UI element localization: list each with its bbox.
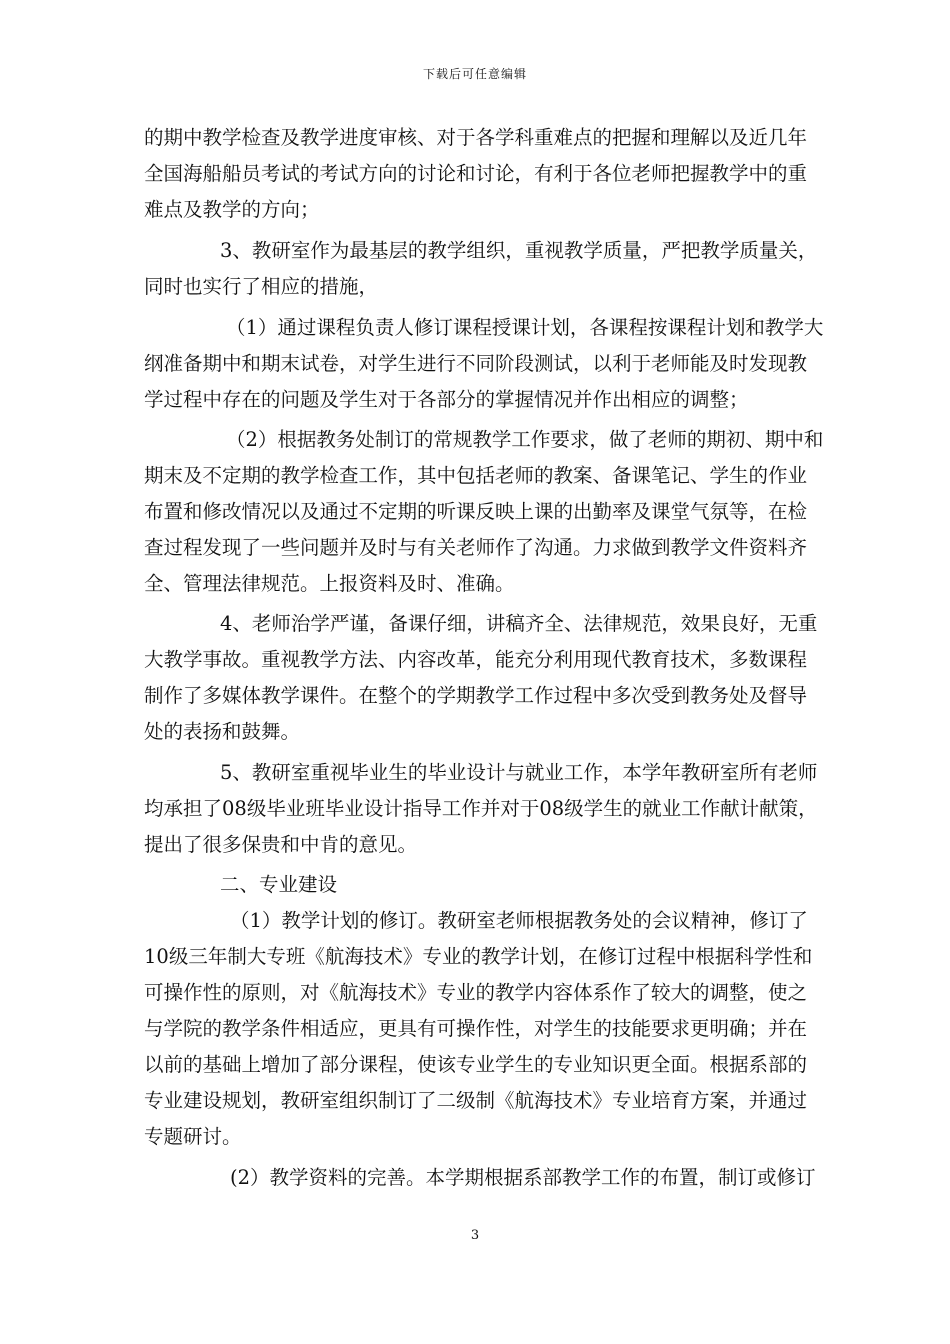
- text-line: 全国海船船员考试的考试方向的讨论和讨论，有利于各位老师把握教学中的重: [144, 162, 808, 185]
- text-line: 查过程发现了一些问题并及时与有关老师作了沟通。力求做到教学文件资料齐: [144, 536, 808, 559]
- text-line: 与学院的教学条件相适应，更具有可操作性，对学生的技能要求更明确；并在: [144, 1017, 808, 1040]
- text-line: （1）通过课程负责人修订课程授课计划，各课程按课程计划和教学大: [226, 316, 824, 339]
- text-line: 可操作性的原则，对《航海技术》专业的教学内容体系作了较大的调整，使之: [144, 981, 808, 1004]
- text-line: 4、老师治学严谨，备课仔细，讲稿齐全、法律规范，效果良好，无重: [220, 612, 818, 635]
- text-line: 3、教研室作为最基层的教学组织，重视教学质量，严把教学质量关，: [220, 239, 818, 262]
- section-heading: 二、专业建设: [220, 873, 338, 896]
- text-line: 专题研讨。: [144, 1125, 242, 1148]
- text-line: 全、管理法律规范。上报资料及时、准确。: [144, 572, 515, 595]
- text-line: 难点及教学的方向；: [144, 198, 320, 221]
- text-line: 5、教研室重视毕业生的毕业设计与就业工作，本学年教研室所有老师: [220, 761, 818, 784]
- page-header: 下载后可任意编辑: [422, 67, 527, 81]
- text-line: 布置和修改情况以及通过不定期的听课反映上课的出勤率及课堂气氛等，在检: [144, 500, 808, 523]
- text-line: 专业建设规划，教研室组织制订了二级制《航海技术》专业培育方案，并通过: [144, 1089, 808, 1112]
- text-line: 均承担了08级毕业班毕业设计指导工作并对于08级学生的就业工作献计献策，: [144, 797, 818, 820]
- text-line: 提出了很多保贵和中肯的意见。: [144, 833, 418, 856]
- text-line: 纲准备期中和期末试卷，对学生进行不同阶段测试，以利于老师能及时发现教: [144, 352, 808, 375]
- text-line: 同时也实行了相应的措施，: [144, 275, 379, 298]
- page-number: 3: [470, 1228, 480, 1243]
- text-line: （2）根据教务处制订的常规教学工作要求，做了老师的期初、期中和: [226, 428, 824, 451]
- text-line: 10级三年制大专班《航海技术》专业的教学计划，在修订过程中根据科学性和: [144, 945, 813, 968]
- text-line: (2）教学资料的完善。本学期根据系部教学工作的布置，制订或修订: [230, 1166, 816, 1189]
- text-line: 的期中教学检查及教学进度审核、对于各学科重难点的把握和理解以及近几年: [144, 126, 808, 149]
- text-line: 处的表扬和鼓舞。: [144, 720, 301, 743]
- text-line: 大教学事故。重视教学方法、内容改革，能充分利用现代教育技术，多数课程: [144, 648, 808, 671]
- text-line: 学过程中存在的问题及学生对于各部分的掌握情况并作出相应的调整；: [144, 388, 749, 411]
- text-line: 制作了多媒体教学课件。在整个的学期教学工作过程中多次受到教务处及督导: [144, 684, 808, 707]
- text-line: （1）教学计划的修订。教研室老师根据教务处的会议精神，修订了: [230, 909, 808, 932]
- text-line: 期末及不定期的教学检查工作，其中包括老师的教案、备课笔记、学生的作业: [144, 464, 808, 487]
- text-line: 以前的基础上增加了部分课程，使该专业学生的专业知识更全面。根据系部的: [144, 1053, 808, 1076]
